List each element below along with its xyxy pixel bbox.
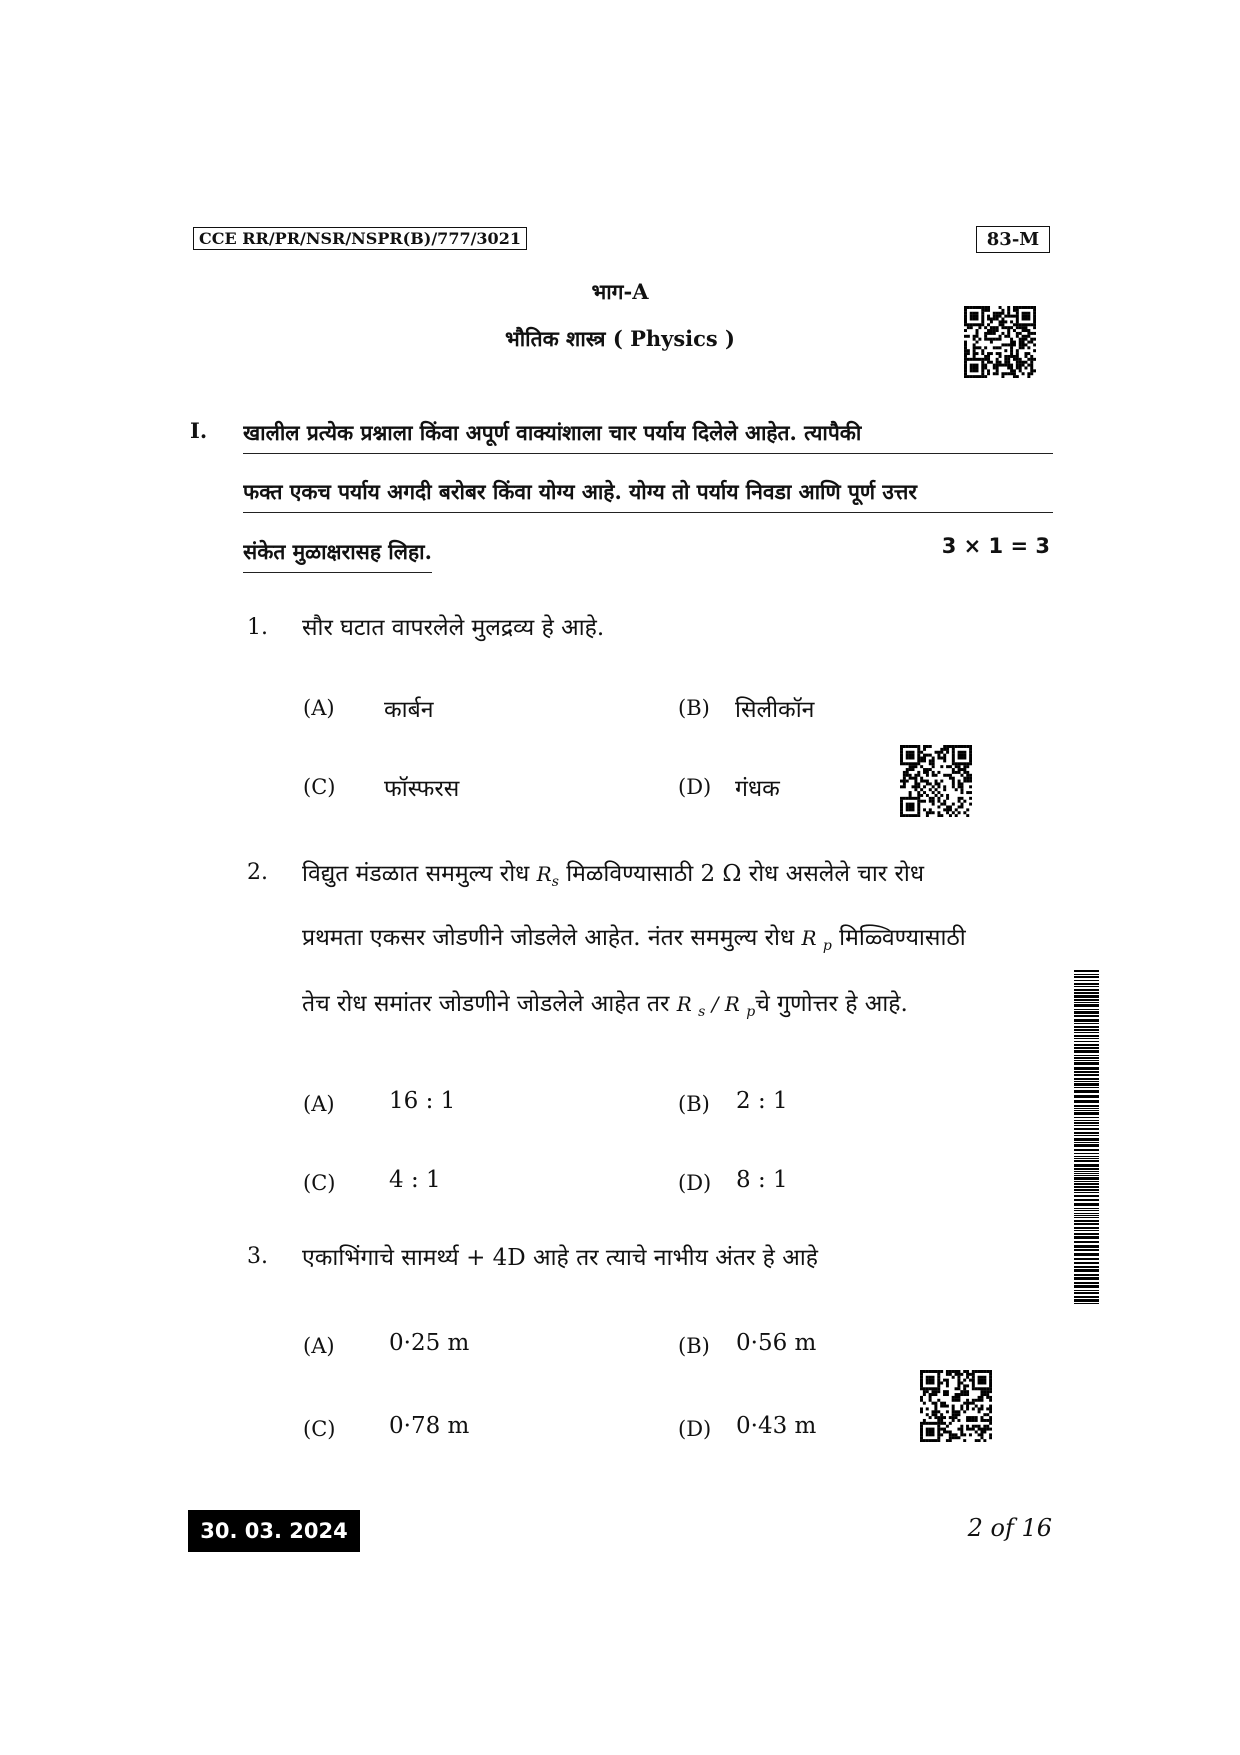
- q1-option-c-label: (C): [303, 775, 336, 799]
- q2-option-d-label: (D): [678, 1171, 712, 1195]
- q3-option-c-text: 0·78 m: [389, 1413, 470, 1439]
- q1-option-a-text: कार्बन: [384, 697, 434, 723]
- part-heading: भाग-A: [591, 279, 649, 304]
- question-1-number: 1.: [247, 615, 268, 640]
- question-2-line-2: [302, 920, 966, 954]
- q2-option-c-text: 4 : 1: [389, 1167, 441, 1193]
- instruction-line-3: संकेत मुळाक्षरासह लिहा.: [243, 532, 432, 573]
- qr-code-top: [964, 306, 1036, 378]
- question-2-line-3: [302, 986, 908, 1020]
- q2-option-c-label: (C): [303, 1171, 336, 1195]
- qr-code-q1: [900, 745, 972, 817]
- q2-line-3-part-b: चे गुणोत्तर हे आहे.: [755, 991, 908, 1017]
- ratio-sub-p: p: [746, 1004, 756, 1020]
- q2-option-a-text: 16 : 1: [389, 1088, 456, 1114]
- q2-line-2-part-b: मिळ्विण्यासाठी: [839, 925, 966, 951]
- q3-option-d-label: (D): [678, 1417, 712, 1441]
- q3-option-b-text: 0·56 m: [736, 1330, 817, 1356]
- ratio-slash: /: [705, 992, 725, 1016]
- q2-option-b-text: 2 : 1: [736, 1088, 788, 1114]
- rs-r: R: [536, 862, 552, 886]
- ratio-r2: R: [724, 992, 740, 1016]
- rs-subscript: s: [551, 874, 559, 890]
- q2-line-3-part-a: तेच रोध समांतर जोडणीने जोडलेले आहेत तर: [302, 991, 670, 1017]
- question-3-text: एकाभिंगाचे सामर्थ्य + 4D आहे तर त्याचे नाभीय अंतर हे आहे: [302, 1245, 818, 1271]
- q3-option-a-label: (A): [303, 1334, 335, 1358]
- rp-r: R: [801, 926, 817, 950]
- q1-option-d-label: (D): [678, 775, 712, 799]
- q2-line-1-part-a: विद्युत मंडळात सममुल्य रोध: [302, 861, 530, 887]
- q2-option-b-label: (B): [678, 1092, 710, 1116]
- q1-option-d-text: गंधक: [735, 776, 780, 802]
- q3-option-a-text: 0·25 m: [389, 1330, 470, 1356]
- question-2-line-1: [302, 856, 924, 890]
- q1-option-a-label: (A): [303, 696, 335, 720]
- instruction-line-2: फक्त एकच पर्याय अगदी बरोबर किंवा योग्य आहे. योग्य तो पर्याय निवडा आणि पूर्ण उत्तर: [243, 472, 1053, 513]
- exam-code: CCE RR/PR/NSR/NSPR(B)/777/3021: [193, 227, 527, 250]
- q2-line-1-part-b: मिळविण्यासाठी 2 Ω रोध असलेले चार रोध: [566, 861, 925, 887]
- rp-subscript: p: [822, 938, 832, 954]
- instruction-line-1: खालील प्रत्येक प्रश्नाला किंवा अपूर्ण वाक्यांशाला चार पर्याय दिलेले आहेत. त्यापैकी: [243, 413, 1053, 454]
- q2-option-a-label: (A): [303, 1092, 335, 1116]
- q3-option-d-text: 0·43 m: [736, 1413, 817, 1439]
- side-barcode: [1074, 970, 1099, 1306]
- exam-date: 30. 03. 2024: [188, 1510, 360, 1552]
- question-1-text: सौर घटात वापरलेले मुलद्रव्य हे आहे.: [302, 615, 605, 641]
- page-number: 2 of 16: [967, 1514, 1052, 1542]
- ratio-sub-s: s: [698, 1004, 706, 1020]
- ratio-symbol: [676, 992, 756, 1020]
- q2-line-2-part-a: प्रथमता एकसर जोडणीने जोडलेले आहेत. नंतर सममुल्य रोध: [302, 925, 795, 951]
- q3-option-c-label: (C): [303, 1417, 336, 1441]
- marks-scheme: 3 × 1 = 3: [941, 534, 1050, 558]
- paper-code: 83-M: [976, 226, 1050, 253]
- q2-option-d-text: 8 : 1: [736, 1167, 788, 1193]
- q1-option-b-label: (B): [678, 696, 710, 720]
- qr-code-q3: [920, 1370, 992, 1442]
- rs-symbol: [536, 862, 559, 890]
- ratio-r1: R: [676, 992, 692, 1016]
- q1-option-c-text: फॉस्फरस: [384, 776, 460, 802]
- section-number: I.: [190, 418, 208, 443]
- subject-heading: भौतिक शास्त्र ( Physics ): [504, 326, 735, 351]
- q3-option-b-label: (B): [678, 1334, 710, 1358]
- question-2-number: 2.: [247, 860, 268, 885]
- question-3-number: 3.: [247, 1244, 268, 1269]
- rp-symbol: [801, 926, 832, 954]
- q1-option-b-text: सिलीकॉन: [735, 697, 815, 723]
